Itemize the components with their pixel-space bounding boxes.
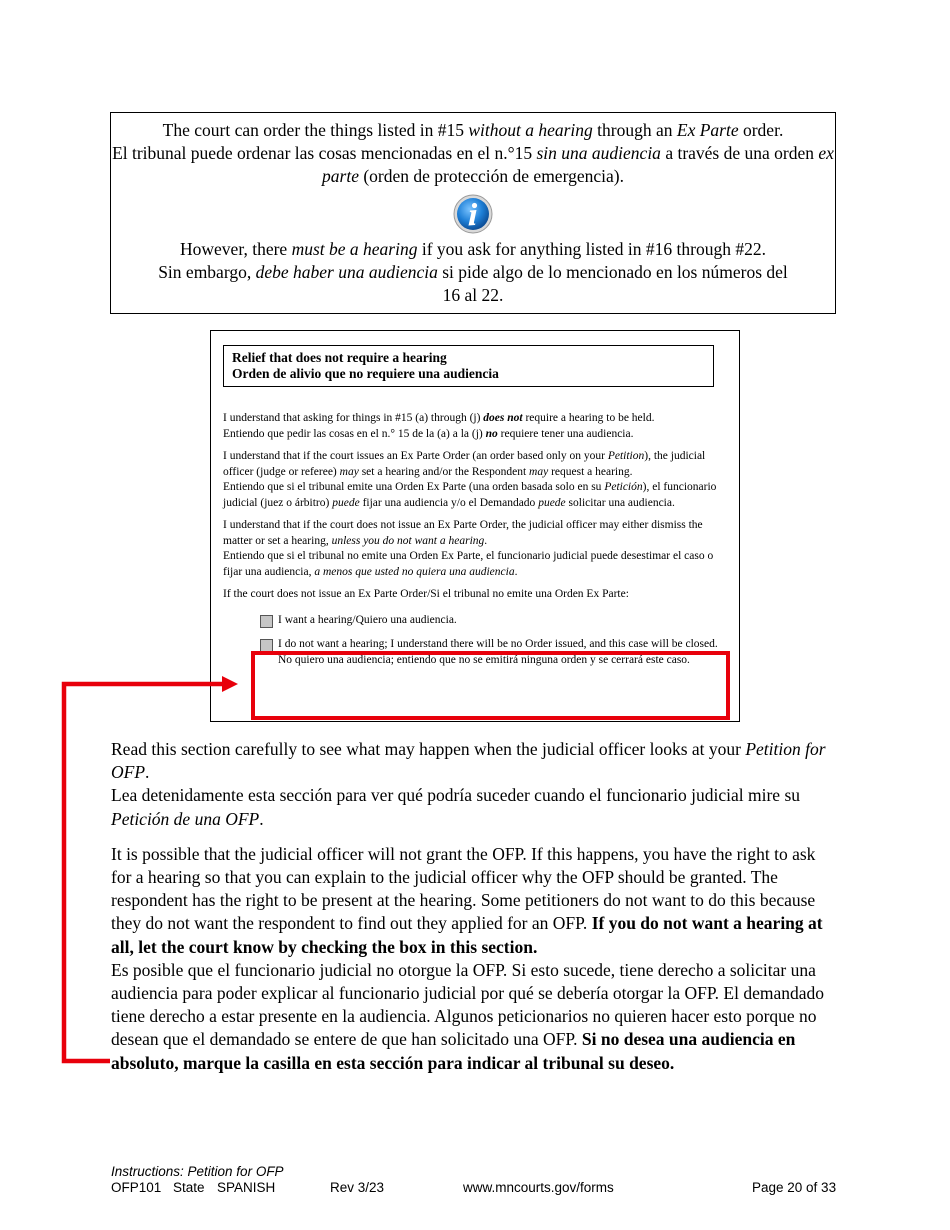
page-footer [111,1164,839,1196]
form-paragraph-1: I understand that asking for things in #15 (a) through (j) does not require a hearing to be held. Entiendo que pedir las cosas en el n.° 15 de la (a) a la (j) no requiere tener una audiencia. [223,412,655,440]
no-hearing-label: I do not want a hearing; I understand there will be no Order issued, and this case will be closed. No quiero una audiencia; entiendo que no se emitirá ninguna orden y se cerrará este caso. [278,638,718,666]
notice-line-en-2: However, there must be a hearing if you ask for anything listed in #16 through #22. [180,239,766,259]
form-paragraph-3: I understand that if the court does not issue an Ex Parte Order, the judicial officer may either dismiss the matter or set a hearing, unless you do not want a hearing. Entiendo que si el tribunal no emite una Orden Ex Parte, el funcionario judicial puede desestimar el caso o fijar una audiencia, a menos que usted no quiera una audiencia. [223,519,714,578]
footer-form-id: OFP101 [111,1180,162,1195]
instructions-text [111,738,839,1075]
footer-page-number: Page 20 of 33 [752,1180,837,1195]
notice-line-en-1: The court can order the things listed in #15 without a hearing through an Ex Parte order. [162,120,784,140]
footer-revision: Rev 3/23 [330,1180,385,1195]
form-paragraph-2: I understand that if the court issues an Ex Parte Order (an order based only on your Petition), the judicial officer (judge or referee) may set a hearing and/or the Respondent may request a hearing. Entiendo que si el tribunal emite una Orden Ex Parte (una orden basada solo en su Petición), el funcionario judicial (juez o árbitro) puede fijar una audiencia y/o el Demandado puede solicitar una audiencia. [223,450,717,509]
notice-line-es-2: Sin embargo, debe haber una audiencia si pide algo de lo mencionado en los números del 16 al 22. [158,262,788,305]
want-hearing-label: I want a hearing/Quiero una audiencia. [278,613,457,626]
footer-url[interactable]: www.mncourts.gov/forms [463,1180,614,1195]
footer-title: Instructions: Petition for OFP [111,1164,284,1179]
footer-language: SPANISH [217,1180,276,1195]
notice-line-es-1: El tribunal puede ordenar las cosas mencionadas en el n.°15 sin una audiencia a través de una orden ex parte (orden de protección de emergencia). [112,143,834,186]
footer-state: State [173,1180,205,1195]
relief-title-es: Orden de alivio que no requiere una audiencia [232,366,499,381]
instructions-paragraph-2: It is possible that the judicial officer will not grant the OFP. If this happens, you have the right to ask for a hearing so that you can explain to the judicial officer why the OFP should be granted. The respondent has the right to be present at the hearing. Some petitioners do not want to do this because they do not want the respondent to find out they applied for an OFP. If you do not want a hearing at all, let the court know by checking the box in this section. Es posible que el funcionario judicial no otorgue la OFP. Si esto sucede, tiene derecho a solicitar una audiencia para poder explicar al funcionario judicial por qué se debería otorgar la OFP. El demandado tiene derecho a estar presente en la audiencia. Algunos peticionarios no quieren hacer esto porque no desean que el demandado se entere de que han solicitado una OFP. Si no desea una audiencia en absoluto, marque la casilla en esta sección para indicar al tribunal su deseo. [111,843,825,1073]
relief-title-en: Relief that does not require a hearing [232,350,447,365]
form-paragraph-4: If the court does not issue an Ex Parte Order/Si el tribunal no emite una Orden Ex Parte: [223,588,629,600]
instructions-paragraph-1: Read this section carefully to see what may happen when the judicial officer looks at your Petition for OFP. Lea detenidamente esta sección para ver qué podría suceder cuando el funcionario judicial mire su Petición de una OFP. [111,739,826,829]
